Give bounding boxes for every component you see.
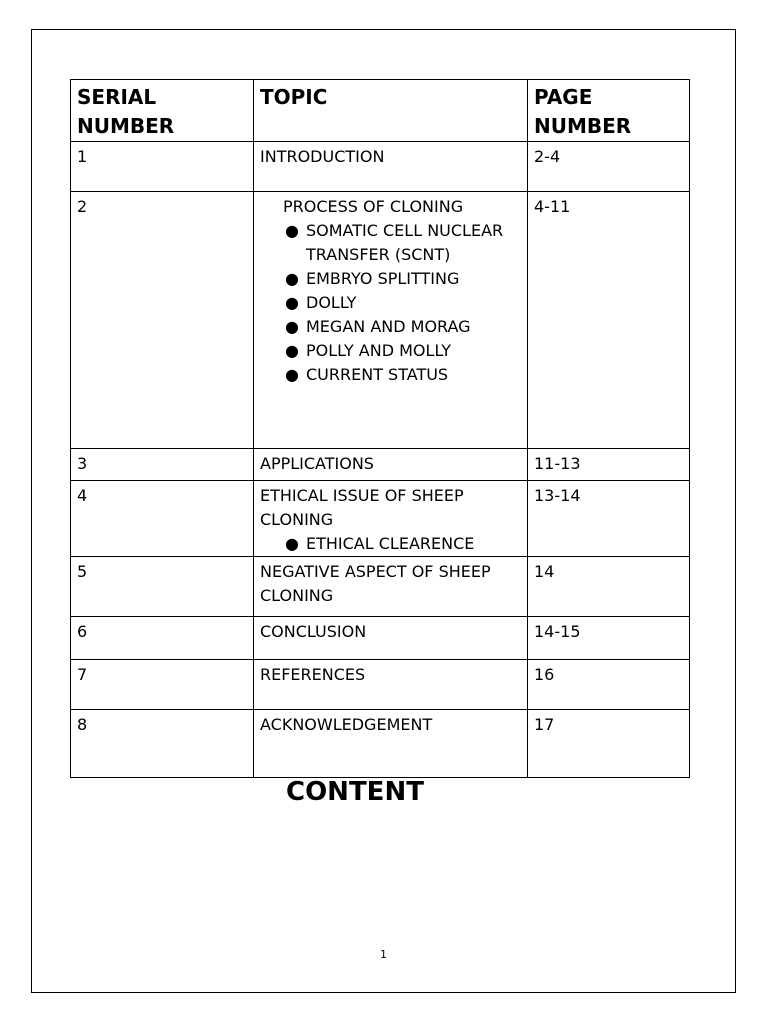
bullet-icon: ● — [285, 221, 299, 240]
topic-cell: NEGATIVE ASPECT OF SHEEP CLONING — [254, 557, 528, 617]
bullet-icon: ● — [285, 317, 299, 336]
serial-cell: 1 — [71, 142, 254, 192]
table-row — [71, 481, 690, 557]
bullet-icon: ● — [285, 341, 299, 360]
subtopic-label: CURRENT STATUS — [306, 365, 449, 384]
list-item — [285, 267, 521, 291]
serial-cell: 5 — [71, 557, 254, 617]
subtopic-label: DOLLY — [306, 293, 357, 312]
topic-cell: INTRODUCTION — [254, 142, 528, 192]
list-item — [285, 363, 521, 387]
subtopic-label: MEGAN AND MORAG — [306, 317, 471, 336]
subtopic-label: SOMATIC CELL NUCLEAR TRANSFER (SCNT) — [306, 221, 504, 264]
subtopic-list — [260, 219, 521, 387]
content-title: CONTENT — [286, 777, 424, 807]
table-row — [71, 617, 690, 660]
list-item — [285, 315, 521, 339]
page-cell: 17 — [528, 710, 690, 778]
page-cell: 14-15 — [528, 617, 690, 660]
page-cell: 4-11 — [528, 192, 690, 449]
table-row — [71, 557, 690, 617]
header-page-number: PAGE NUMBER — [528, 80, 690, 142]
serial-cell: 2 — [71, 192, 254, 449]
topic-cell: CONCLUSION — [254, 617, 528, 660]
topic-cell: APPLICATIONS — [254, 449, 528, 481]
list-item — [285, 291, 521, 315]
page-cell: 16 — [528, 660, 690, 710]
bullet-icon: ● — [285, 269, 299, 288]
table-row — [71, 449, 690, 481]
page-cell: 2-4 — [528, 142, 690, 192]
table-row — [71, 142, 690, 192]
page-number: 1 — [380, 948, 387, 961]
list-item — [285, 339, 521, 363]
table-row — [71, 710, 690, 778]
list-item — [285, 532, 521, 556]
topic-heading: PROCESS OF CLONING — [283, 197, 464, 216]
table-header-row — [71, 80, 690, 142]
bullet-icon: ● — [285, 293, 299, 312]
table-row — [71, 192, 690, 449]
serial-cell: 6 — [71, 617, 254, 660]
header-topic: TOPIC — [254, 80, 528, 142]
topic-cell — [254, 192, 528, 449]
page-cell: 11-13 — [528, 449, 690, 481]
bullet-icon: ● — [285, 365, 299, 384]
topic-cell: ACKNOWLEDGEMENT — [254, 710, 528, 778]
subtopic-label: POLLY AND MOLLY — [306, 341, 451, 360]
subtopic-label: EMBRYO SPLITTING — [306, 269, 460, 288]
list-item — [285, 219, 521, 267]
page-cell: 13-14 — [528, 481, 690, 557]
header-serial-number: SERIAL NUMBER — [71, 80, 254, 142]
topic-cell: REFERENCES — [254, 660, 528, 710]
bullet-icon: ● — [285, 534, 299, 553]
contents-table — [70, 79, 690, 778]
page-cell: 14 — [528, 557, 690, 617]
topic-heading: ETHICAL ISSUE OF SHEEP CLONING — [260, 486, 464, 529]
serial-cell: 8 — [71, 710, 254, 778]
subtopic-label: ETHICAL CLEARENCE — [306, 534, 475, 553]
subtopic-list — [260, 532, 521, 556]
serial-cell: 4 — [71, 481, 254, 557]
serial-cell: 7 — [71, 660, 254, 710]
table-row — [71, 660, 690, 710]
serial-cell: 3 — [71, 449, 254, 481]
topic-cell — [254, 481, 528, 557]
